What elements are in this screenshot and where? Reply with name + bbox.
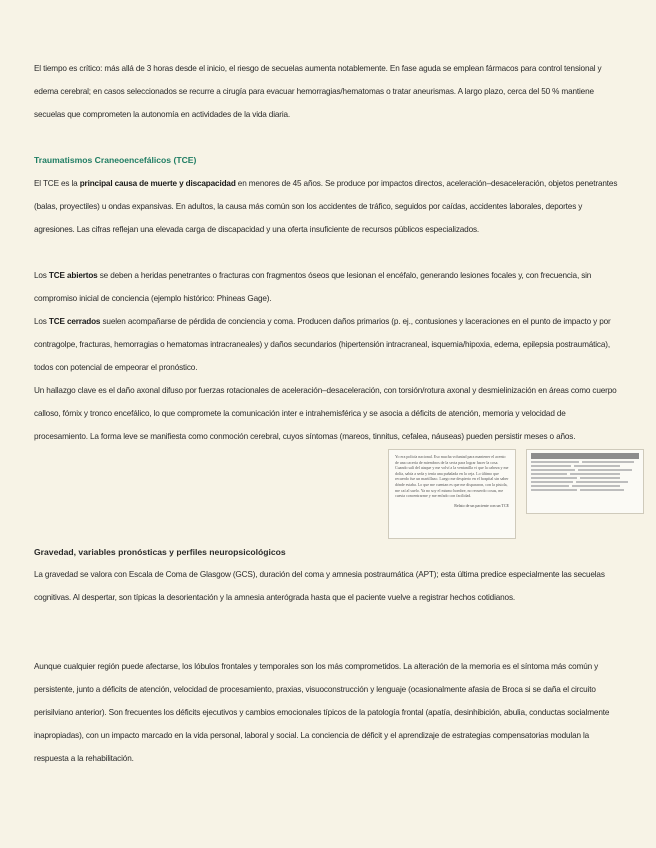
table-thumbnail-header [531, 453, 639, 459]
table-thumbnail-row [531, 461, 639, 463]
tce-p3-bold: TCE cerrados [48, 317, 101, 326]
tce-p3-text-b: suelen acompañarse de pérdida de conciencia y coma. Producen daños primarios (p. ej., contusiones y laceraciones en el punto de impacto y por contragolpe, fracturas, hemorragias o hematomas intracraneales) y daños secundarios (hipertensión intracraneal, isquemia/hipoxia, edema, epilepsia postraumática), todos con potencial de empeorar el pronóstico. [34, 317, 611, 372]
severity-heading: Gravedad, variables pronósticas y perfiles neuropsicológicos [34, 547, 286, 557]
table-thumbnail-row [531, 469, 639, 471]
tce-p1-text-b: en menores de 45 años. Se produce por impactos directos, aceleración–desaceleración, objetos penetrantes (balas, proyectiles) u ondas expansivas. En adultos, la causa más común son los accidentes de tráfico, seguidos por caídas, accidentes laborales, deportes y agresiones. Las cifras reflejan una elevada carga de discapacidad y una oferta insuficiente de recursos públicos especializados. [34, 179, 618, 234]
table-thumbnail-row [531, 481, 639, 483]
tce-p2-text-a: Los [34, 271, 49, 280]
tce-p4-text: Un hallazgo clave es el daño axonal difuso por fuerzas rotacionales de aceleración–desaceleración, con torsión/rotura axonal y desmielinización en áreas como cuerpo calloso, fórnix y tronco encefálico, lo que compromete la comunicación inter e intrahemisférica y se asocia a déficits de atención, memoria y velocidad de procesamiento. La forma leve se manifiesta como conmoción cerebral, cuyos síntomas (mareos, tinnitus, cefalea, náuseas) pueden persistir meses o años. [34, 386, 617, 441]
tce-paragraph-3 [34, 310, 620, 379]
table-thumbnail-row [531, 485, 639, 487]
thumbnail-caption: Relato de un paciente con un TCE [454, 502, 509, 508]
tce-p3-text-a: Los [34, 317, 49, 326]
tce-paragraph-2 [34, 264, 620, 310]
table-thumbnail-row [531, 489, 639, 491]
tce-p2-bold: TCE abiertos [48, 271, 98, 280]
table-thumbnail-row [531, 465, 639, 467]
severity-paragraph-1: La gravedad se valora con Escala de Coma de Glasgow (GCS), duración del coma y amnesia postraumática (APT); esta última predice especialmente las secuelas cognitivas. Al despertar, son típicas la desorientación y la amnesia anterógrada hasta que el paciente vuelve a registrar hechos cotidianos. [34, 570, 605, 602]
tce-paragraph-4 [34, 379, 620, 448]
table-thumbnail [526, 449, 644, 514]
patient-testimony-thumbnail [388, 449, 516, 539]
severity-paragraph-2: Aunque cualquier región puede afectarse, los lóbulos frontales y temporales son los más comprometidos. La alteración de la memoria es el síntoma más común y persistente, junto a déficits de atención, velocidad de procesamiento, praxias, visuoconstrucción y lenguaje (ocasionalmente afasia de Broca si se daña el circuito perisilviano anterior). Son frecuentes los déficits ejecutivos y cambios emocionales típicos de la patología frontal (apatía, desinhibición, abulia, conductas socialmente inapropiadas), con un impacto marcado en la vida personal, laboral y social. La conciencia de déficit y el aprendizaje de estrategias compensatorias modulan la respuesta a la rehabilitación. [34, 662, 610, 763]
thumbnail-testimony-text: Yo era policía nacional. Eso mucha voluntad para mantener el acento de una cacería de miembros de la secta para lograr hacer la cosa. Cuando salí del ataque y me volví a la ventanilla vi que la cabeza y me dolía, sabía a seda y tenía una puñalada en la ceja. Lo último que recuerdo fue un martillazo. Luego me despierto en el hospital sin saber dónde estaba. Lo que me cuentan es que me dispararon, con la pistola, me caí al suelo. Ya no soy el mismo hombre, no recuerdo cosas, me cuesta concentrarme y me enfado con facilidad. [395, 454, 509, 499]
tce-p1-bold: principal causa de muerte y discapacidad [79, 179, 236, 188]
intro-paragraph: El tiempo es crítico: más allá de 3 horas desde el inicio, el riesgo de secuelas aumenta notablemente. En fase aguda se emplean fármacos para control tensional y edema cerebral; en casos seleccionados se recurre a cirugía para evacuar hemorragias/hematomas o tratar aneurismas. A largo plazo, cerca del 50 % mantiene secuelas que comprometen la autonomía en actividades de la vida diaria. [34, 64, 602, 119]
tce-paragraph-1 [34, 172, 620, 241]
table-thumbnail-row [531, 473, 639, 475]
table-thumbnail-row [531, 477, 639, 479]
tce-p1-text-a: El TCE es la [34, 179, 80, 188]
tce-heading: Traumatismos Craneoencefálicos (TCE) [34, 155, 197, 165]
tce-p2-text-b: se deben a heridas penetrantes o fracturas con fragmentos óseos que lesionan el encéfalo, generando lesiones focales y, con frecuencia, sin compromiso inicial de conciencia (ejemplo histórico: Phineas Gage). [34, 271, 592, 303]
